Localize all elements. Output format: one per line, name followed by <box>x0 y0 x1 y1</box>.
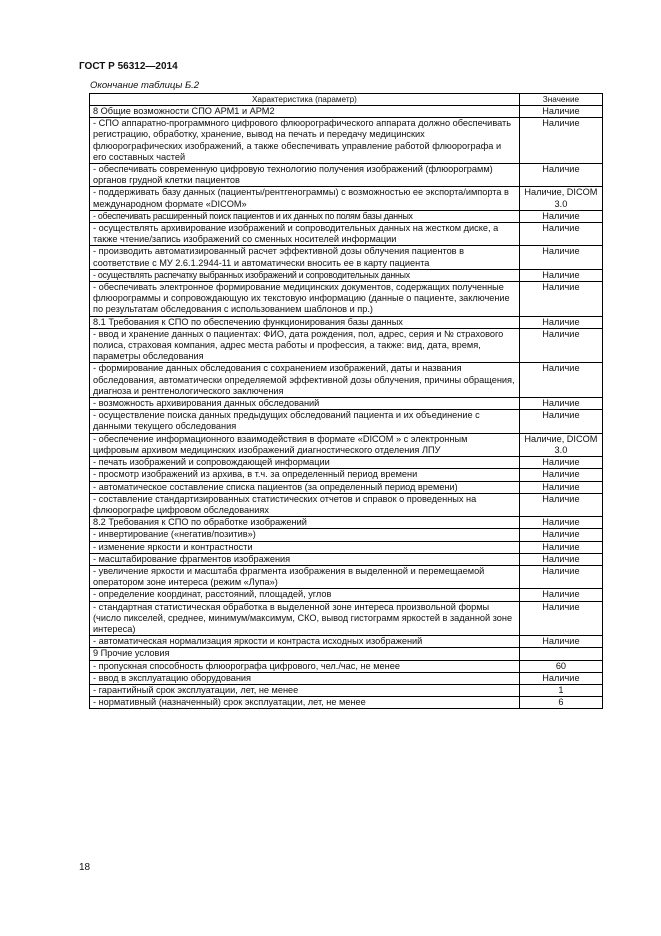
characteristic-cell: - масштабирование фрагментов изображения <box>90 553 520 565</box>
table-row <box>90 529 603 541</box>
table-row <box>90 553 603 565</box>
value-cell: Наличие <box>519 363 602 398</box>
table-row <box>90 636 603 648</box>
table-row <box>90 410 603 433</box>
value-cell: Наличие <box>519 246 602 269</box>
table-header-row <box>90 94 603 106</box>
value-cell: 1 <box>519 684 602 696</box>
value-cell: Наличие <box>519 164 602 187</box>
table-row <box>90 589 603 601</box>
table-body <box>90 106 603 709</box>
value-cell: Наличие <box>519 589 602 601</box>
table-row <box>90 210 603 222</box>
value-cell: Наличие <box>519 469 602 481</box>
characteristic-cell: - составление стандартизированных статистических отчетов и справок о проведенных на флюорографе цифровом обследованиях <box>90 493 520 516</box>
characteristic-cell: 8 Общие возможности СПО АРМ1 и АРМ2 <box>90 106 520 118</box>
value-cell: Наличие <box>519 106 602 118</box>
value-cell: Наличие <box>519 672 602 684</box>
table-row <box>90 282 603 317</box>
table-row <box>90 648 603 660</box>
value-cell: Наличие <box>519 398 602 410</box>
characteristic-cell: - просмотр изображений из архива, в т.ч. за определенный период времени <box>90 469 520 481</box>
spec-table <box>89 93 603 709</box>
characteristic-cell: - ввод и хранение данных о пациентах: ФИО, дата рождения, пол, адрес, серия и № страхового полиса, страховая компания, адрес места работы и профессия, а также: вид, дата, время, параметры обследования <box>90 328 520 363</box>
table-row <box>90 565 603 588</box>
table-row <box>90 481 603 493</box>
value-cell: Наличие <box>519 636 602 648</box>
characteristic-cell: - возможность архивирования данных обследований <box>90 398 520 410</box>
page-number: 18 <box>79 862 91 873</box>
table-row <box>90 684 603 696</box>
table-row <box>90 493 603 516</box>
table-row <box>90 269 603 281</box>
value-cell: Наличие, DICOM 3.0 <box>519 187 602 210</box>
table-row <box>90 672 603 684</box>
table-row <box>90 697 603 709</box>
characteristic-cell: - нормативный (назначенный) срок эксплуатации, лет, не менее <box>90 697 520 709</box>
characteristic-cell: - инвертирование («негатив/позитив») <box>90 529 520 541</box>
characteristic-cell: - производить автоматизированный расчет эффективной дозы облучения пациентов в соответствие с МУ 2.6.1.2944-11 и автоматически вносить ее в карту пациента <box>90 246 520 269</box>
table-row <box>90 106 603 118</box>
characteristic-cell: - осуществление поиска данных предыдущих обследований пациента и их объединение с данными текущего обследования <box>90 410 520 433</box>
column-header-value: Значение <box>519 94 602 106</box>
characteristic-cell: - изменение яркости и контрастности <box>90 541 520 553</box>
characteristic-cell: - пропускная способность флюорографа цифрового, чел./час, не менее <box>90 660 520 672</box>
value-cell: Наличие <box>519 493 602 516</box>
table-row <box>90 328 603 363</box>
table-row <box>90 118 603 164</box>
table-row <box>90 398 603 410</box>
characteristic-cell: - осуществлять распечатку выбранных изображений и сопроводительных данных <box>90 269 520 281</box>
table-row <box>90 223 603 246</box>
characteristic-cell: 8.2 Требования к СПО по обработке изображений <box>90 517 520 529</box>
value-cell: Наличие <box>519 529 602 541</box>
value-cell: 6 <box>519 697 602 709</box>
characteristic-cell: - обеспечивать электронное формирование медицинских документов, содержащих полученные флюорограммы и сопровождающую их текстовую информацию (данные о пациенте, заключение по результатам обследования с использованием шаблонов и пр.) <box>90 282 520 317</box>
value-cell: Наличие <box>519 328 602 363</box>
table-row <box>90 457 603 469</box>
value-cell: Наличие, DICOM 3.0 <box>519 433 602 456</box>
value-cell: Наличие <box>519 210 602 222</box>
value-cell: 60 <box>519 660 602 672</box>
value-cell: Наличие <box>519 565 602 588</box>
characteristic-cell: - автоматическая нормализация яркости и контраста исходных изображений <box>90 636 520 648</box>
value-cell <box>519 648 602 660</box>
value-cell: Наличие <box>519 481 602 493</box>
table-row <box>90 541 603 553</box>
table-row <box>90 187 603 210</box>
characteristic-cell: - гарантийный срок эксплуатации, лет, не менее <box>90 684 520 696</box>
value-cell: Наличие <box>519 282 602 317</box>
table-row <box>90 246 603 269</box>
characteristic-cell: - СПО аппаратно-программного цифрового флюорографического аппарата должно обеспечивать регистрацию, обработку, хранение, вывод на печать и передачу медицинских флюорографических изображений, а также обеспечивать управление работой флюорографа и его составных частей <box>90 118 520 164</box>
value-cell: Наличие <box>519 601 602 636</box>
characteristic-cell: - осуществлять архивирование изображений и сопроводительных данных на жестком диске, а также чтение/запись изображений со сменных носителей информации <box>90 223 520 246</box>
characteristic-cell: - обеспечивать расширенный поиск пациентов и их данных по полям базы данных <box>90 210 520 222</box>
characteristic-cell: - печать изображений и сопровождающей информации <box>90 457 520 469</box>
characteristic-cell: - ввод в эксплуатацию оборудования <box>90 672 520 684</box>
value-cell: Наличие <box>519 553 602 565</box>
table-row <box>90 517 603 529</box>
value-cell: Наличие <box>519 541 602 553</box>
value-cell: Наличие <box>519 118 602 164</box>
table-row <box>90 316 603 328</box>
characteristic-cell: - определение координат, расстояний, площадей, углов <box>90 589 520 601</box>
characteristic-cell: - обеспечение информационного взаимодействия в формате «DICOM » с электронным цифровым архивом медицинских изображений диагностического отделения ЛПУ <box>90 433 520 456</box>
characteristic-cell: 8.1 Требования к СПО по обеспечению функционирования базы данных <box>90 316 520 328</box>
value-cell: Наличие <box>519 316 602 328</box>
table-row <box>90 601 603 636</box>
document-id: ГОСТ Р 56312—2014 <box>79 61 178 72</box>
table-caption: Окончание таблицы Б.2 <box>90 80 200 91</box>
value-cell: Наличие <box>519 269 602 281</box>
characteristic-cell: - обеспечивать современную цифровую технологию получения изображений (флюорограмм) органов грудной клетки пациентов <box>90 164 520 187</box>
column-header-characteristic: Характеристика (параметр) <box>90 94 520 106</box>
characteristic-cell: - формирование данных обследования с сохранением изображений, даты и названия обследования, автоматически определяемой эффективной дозы облучения, причины обращения, диагноза и рентгенологического заключения <box>90 363 520 398</box>
characteristic-cell: 9 Прочие условия <box>90 648 520 660</box>
table-row <box>90 469 603 481</box>
characteristic-cell: - увеличение яркости и масштаба фрагмента изображения в выделенной и перемещаемой оператором зоне интереса (режим «Лупа») <box>90 565 520 588</box>
table-row <box>90 433 603 456</box>
characteristic-cell: - автоматическое составление списка пациентов (за определенный период времени) <box>90 481 520 493</box>
value-cell: Наличие <box>519 457 602 469</box>
table-row <box>90 164 603 187</box>
characteristic-cell: - поддерживать базу данных (пациенты/рентгенограммы) с возможностью ее экспорта/импорта в международном формате «DICOM» <box>90 187 520 210</box>
value-cell: Наличие <box>519 410 602 433</box>
table-row <box>90 363 603 398</box>
table-row <box>90 660 603 672</box>
value-cell: Наличие <box>519 223 602 246</box>
characteristic-cell: - стандартная статистическая обработка в выделенной зоне интереса произвольной формы (число пикселей, среднее, минимум/максимум, СКО, вывод гистограмм яркостей в заданной зоне интереса) <box>90 601 520 636</box>
value-cell: Наличие <box>519 517 602 529</box>
